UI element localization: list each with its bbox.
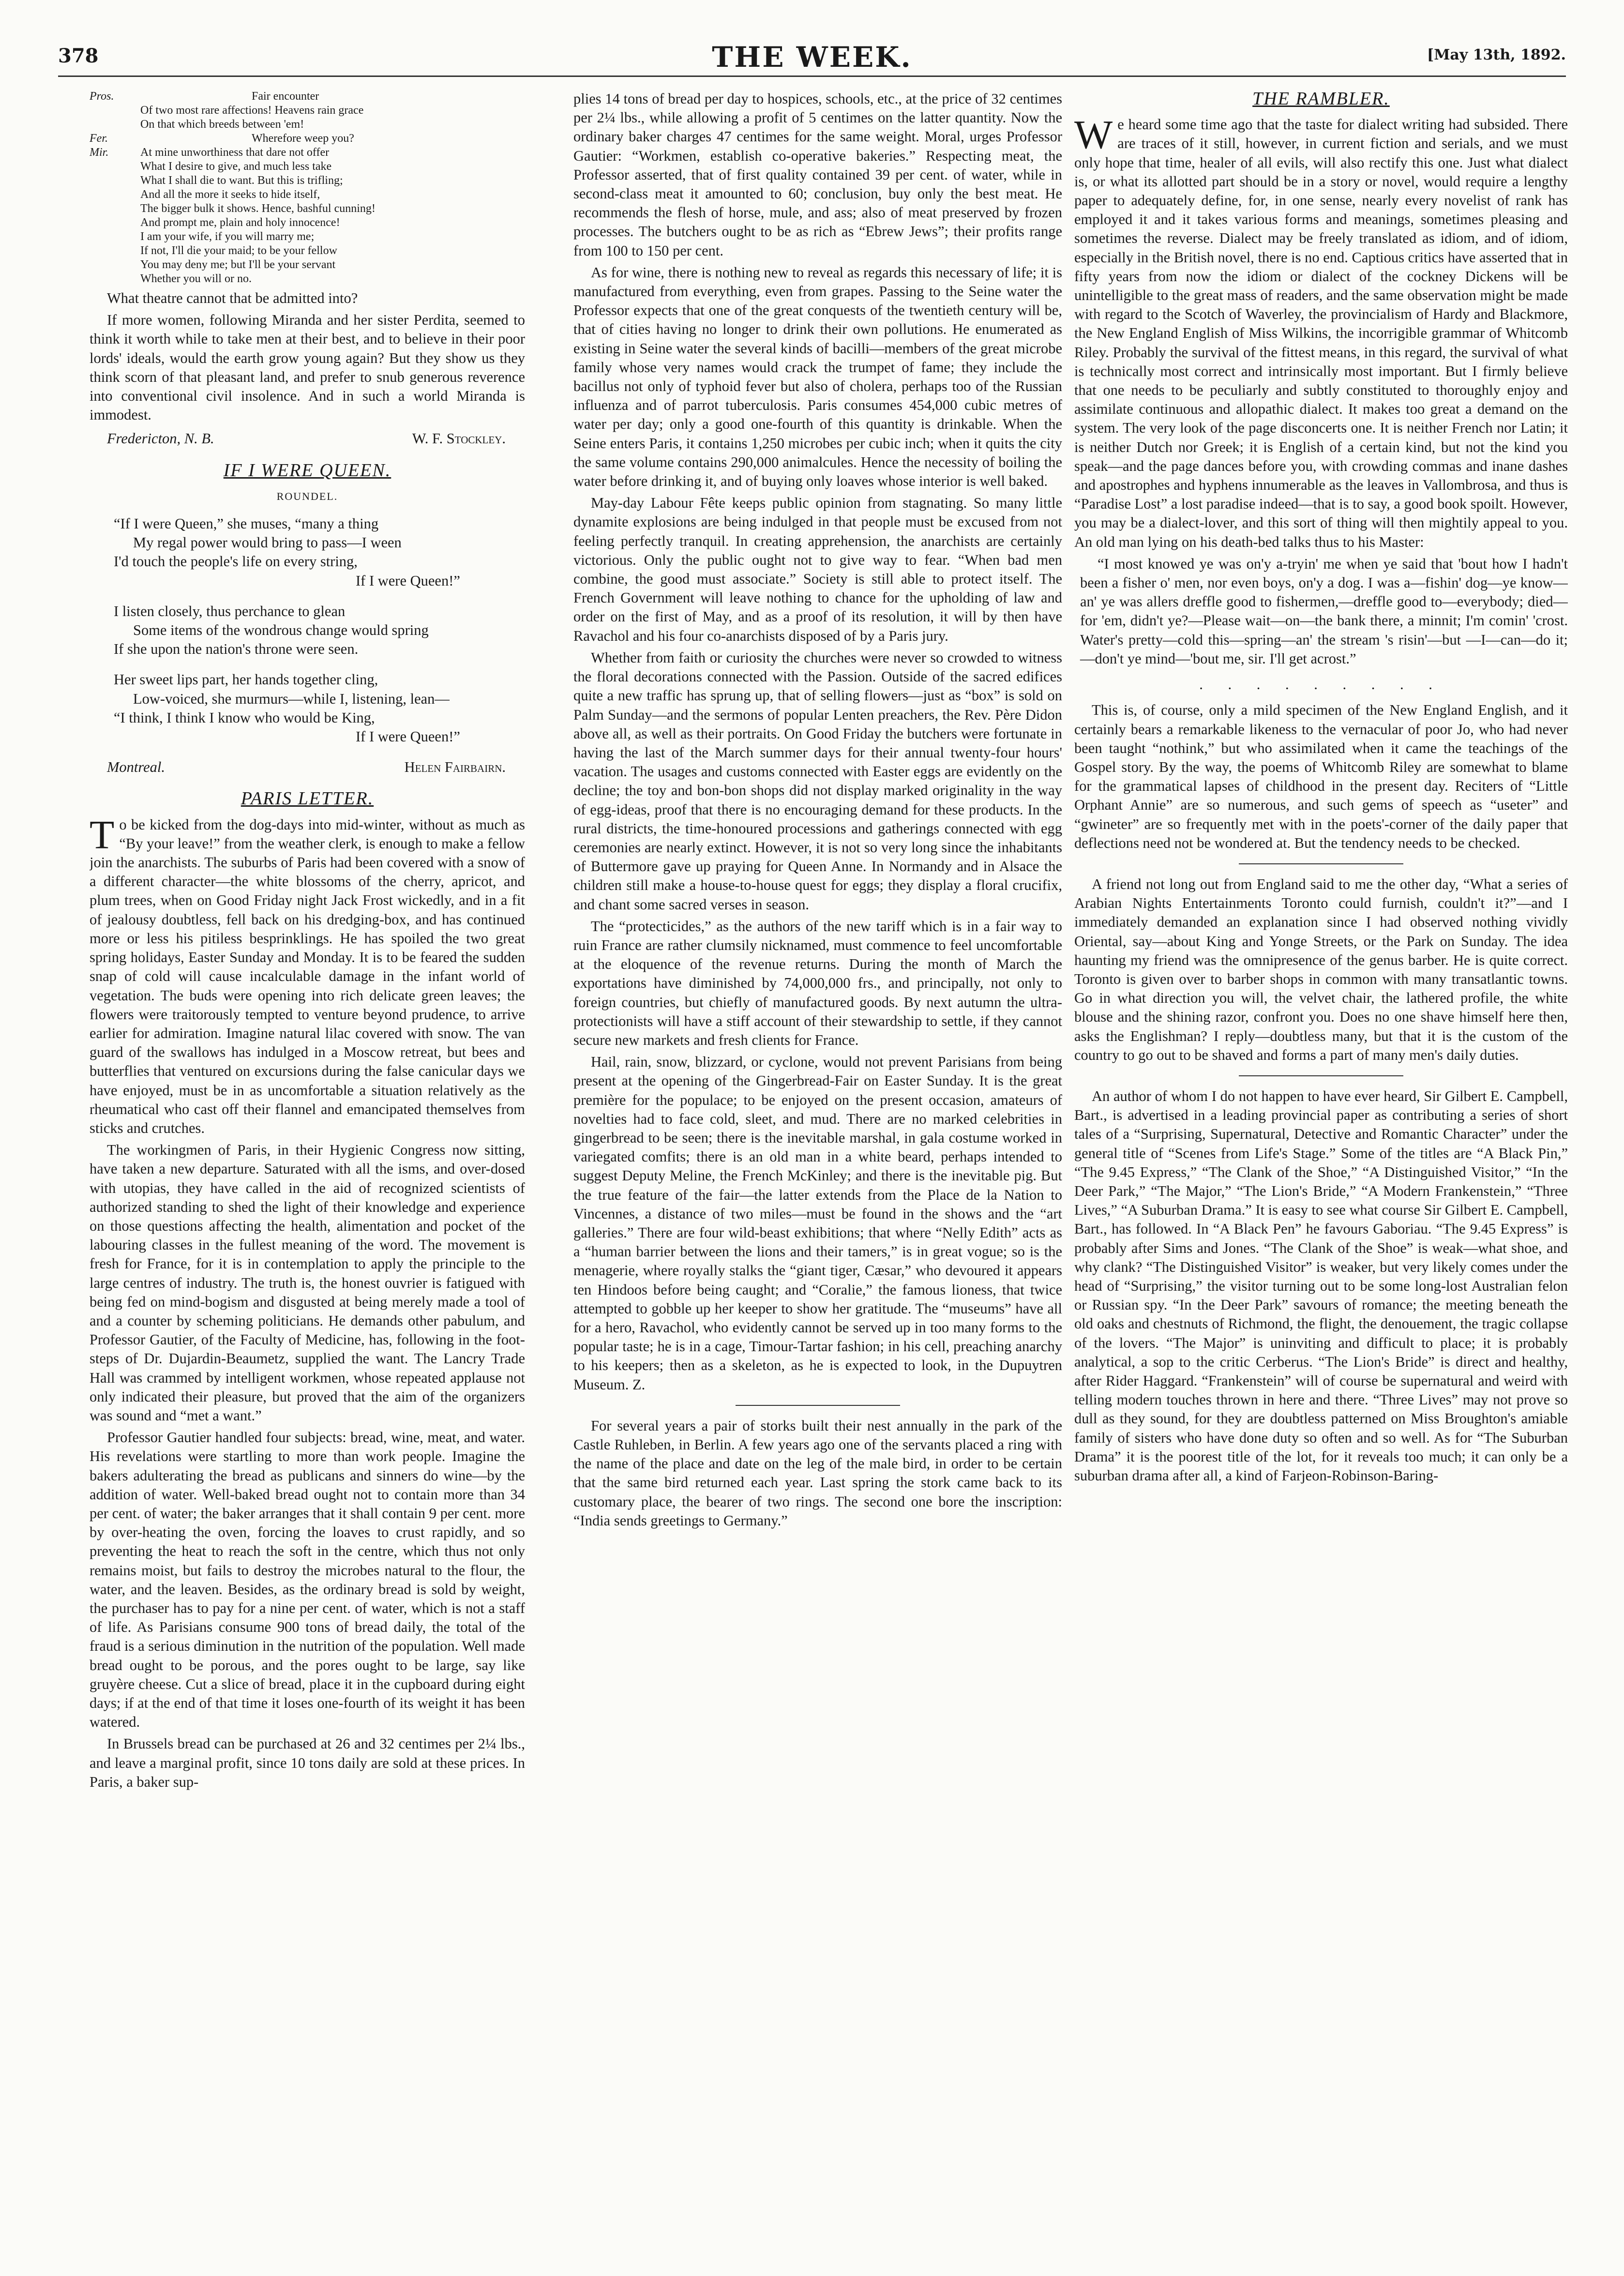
section-divider: [736, 1405, 900, 1406]
speaker-name: [90, 118, 135, 132]
issue-date: [May 13th, 1892.: [1427, 46, 1566, 63]
play-line: [90, 146, 525, 160]
poem-line: “If I were Queen,” she muses, “many a thing: [114, 515, 379, 532]
poem: [114, 514, 525, 746]
section-divider: [1239, 1075, 1403, 1076]
paragraph: May-day Labour Fête keeps public opinion from stagnating. So many little dynamite explosions are being indulged in that people must be excused from not feeling perfectly tranquil. In creating apprehension, the anarchists are certainly victorious. Only the public ought not to give way to fear. “When bad men combine, the good must associate.” Society is still able to protect itself. The French Government will leave nothing to chance for the upholding of law and order on the first of May, and as a proof of its resolution, it will by then have Ravachol and his four co-anarchists disposed of by a Paris jury.: [573, 495, 1062, 644]
signature-place: Fredericton, N. B.: [107, 430, 214, 447]
signature: [90, 758, 506, 777]
paragraph: In Brussels bread can be purchased at 26 and 32 centimes per 2¼ lbs., and leave a marginal profit, since 10 tons daily are sold at these prices. In Paris, a baker sup-: [90, 1735, 525, 1790]
paragraph: Whether from faith or curiosity the churches were never so crowded to witness the floral decorations connected with the Passion. Outside of the sacred edifices quite a new traffic has sprung up, that of selling flowers—just as “box” is sold on Palm Sunday—and the sermons of popular Lenten preachers, the Rev. Père Didon above all, as well as their portraits. On Good Friday the butchers were fortunate in having the last of the March summer days for their annual twenty-four hours' vacation. The usages and customs connected with Easter eggs are evidently on the decline; the toy and bon-bon shops did not display marked originality in the way of egg-ideas, proof that there is no encouraging demand for these products. In the rural districts, the time-honoured processions and gatherings connected with egg ceremonies are nearly extinct. However, it is not so very long since the inhabitants of Buttermore gave up praying for Queen Anne. In Normandy and in Alsace the children still make a house-to-house quest for eggs; they display a floral crucifix, and chant some sacred verses in season.: [573, 649, 1062, 913]
poem-line: I'd touch the people's life on every string,: [114, 553, 358, 570]
play-line: [90, 132, 525, 146]
paragraph: This is, of course, only a mild specimen of the New England English, and it certainly bears a remarkable likeness to the vernacular of poor Jo, who had never been taught “nothink,” but who assimilated when it came the teachings of the Gospel story. By the way, the poems of Whitcomb Riley are somewhat to blame for the grammatical lapses of childhood in the present day. Reciters of “Little Orphant Annie” are so numerous, and such gems of speech as “useter” and “gwineter” are so frequently met with in the poets'-corner of the daily paper that deflections need not be wondered at. But the tendency needs to be checked.: [1074, 702, 1568, 851]
play-line: [90, 216, 525, 230]
verse-line: If not, I'll die your maid; to be your fellow: [140, 244, 337, 257]
poem-line: I listen closely, thus perchance to glean: [114, 603, 346, 619]
play-line: [90, 244, 525, 258]
verse-line: At mine unworthiness that dare not offer: [140, 146, 330, 159]
poem-line: My regal power would bring to pass—I ween: [133, 534, 402, 551]
play-excerpt: [90, 90, 525, 286]
section-title: THE RAMBLER.: [1252, 90, 1390, 109]
poem-line: If I were Queen!”: [356, 572, 460, 589]
ellipsis-divider: . . . . . . . . .: [1199, 676, 1443, 693]
poem-line: Low-voiced, she murmurs—while I, listening, lean—: [133, 690, 450, 707]
verse-line: Fair encounter: [252, 90, 319, 103]
signature-name: W. F. Stockley.: [412, 430, 506, 447]
signature-place: Montreal.: [107, 759, 165, 776]
play-line: [90, 188, 525, 202]
verse-line: The bigger bulk it shows. Hence, bashful cunning!: [140, 202, 376, 215]
verse-line: Wherefore weep you?: [252, 132, 354, 145]
speaker-name: [90, 160, 135, 174]
paragraph: Hail, rain, snow, blizzard, or cyclone, would not prevent Parisians from being present at the opening of the Gingerbread-Fair on Easter Sunday. It is the great première for the populace; to be enjoyed on the present occasion, amateurs of novelties had to face cold, sleet, and mud. There are no marked celebrities in gingerbread to be seen; there is the inevitable marshal, in gala costume worked in variegated comfits; there is an old man in a white beard, perhaps intended to suggest Deputy Meline, the French McKinley; and there is the inevitable pig. But the true feature of the fair—the latter extends from the Place de la Nation to Vincennes, a distance of two miles—must be found in the shows and the “art galleries.” There are four wild-beast exhibitions; that where “Nelly Edith” acts as a “human barrier between the lions and their tamers,” is in great vogue; so is the menagerie, where royally stalks the “giant tiger, Cæsar,” who devoured it appears ten Hindoos before being caught; and “Coralie,” the famous lioness, that twice attempted to gobble up her keeper to show her gratitude. The “museums” have all for a hero, Ravachol, who evidently cannot be served up in too many forms to the popular taste; he is in a cage, Timour-Tartar fashion; in his cell, preaching anarchy to his keepers; then as a skeleton, as he is expected to look, in the Dupuytren Museum. Z.: [573, 1054, 1062, 1393]
play-line: [90, 90, 525, 104]
speaker-name: Fer.: [90, 132, 108, 145]
page-number: 378: [58, 45, 99, 67]
paragraph: Professor Gautier handled four subjects: bread, wine, meat, and water. His revelations were startling to more than work people. Imagine the bakers adulterating the bread as publicans and sinners do wine—by the addition of water. Well-baked bread ought not to contain more than 34 per cent. of water; the baker arranges that it shall contain 9 per cent. more by over-heating the oven, forcing the loaves to crust rapidly, and so preventing the heat to reach the soft in the centre, which thus not only remains moist, but fails to destroy the microbes natural to the flour, the water, and the leaven. Besides, as the ordinary bread is sold by weight, the purchaser has to pay for a nine per cent. of water, which is not a staff of life. As Parisians consume 900 tons of bread daily, the total of the fraud is a serious diminution in the nutrition of the population. Well made bread ought to be porous, and the pores ought to be large, say like gruyère cheese. Cut a slice of bread, place it in the cupboard during eight days; if at the end of that time it loses one-fourth of its weight it has been watered.: [90, 1429, 525, 1731]
speaker-name: [90, 272, 135, 286]
speaker-name: [90, 104, 135, 118]
column-right: [1074, 90, 1568, 2247]
poem-line: Some items of the wondrous change would spring: [133, 622, 429, 639]
poem-line: “I think, I think I know who would be King,: [114, 709, 375, 726]
paragraph: An author of whom I do not happen to have ever heard, Sir Gilbert E. Campbell, Bart., is advertised in a leading provincial paper as contributing a series of short tales of a “Surprising, Supernatural, Detective and Romantic Character” under the general title of “Scenes from Life's Stage.” Some of the titles are “A Black Pin,” “The 9.45 Express,” “The Clank of the Shoe,” “A Distinguished Visitor,” “In the Deer Park,” “The Major,” “The Lion's Bride,” “A Modern Frankenstein,” “Three Lives,” “A Suburban Drama.” It is easy to see what course Sir Gilbert E. Campbell, Bart., has followed. In “A Black Pen” he favours Gaboriau. “The 9.45 Express” is probably after Sims and Jones. “The Clank of the Shoe” is weak—what shoe, and why clank? “The Distinguished Visitor” is weaker, but very likely comes under the head of “Surprising,” the visitor turning out to be some long-lost Australian felon or Russian spy. “In the Deer Park” savours of romance; the meeting beneath the old oaks and chestnuts of Richmond, the flight, the denouement, the tragic collapse of the lovers. “The Major” is uninviting and difficult to place; it is probably analytical, a sop to the critic Cerberus. “The Lion's Bride” is direct and healthy, after Rider Haggard. “Frankenstein” will of course be supernatural and weird with telling modern touches thrown in here and there. “Three Lives” may not prove so dull as they sound, for they are doubtless patterned on Miss Broughton's amiable family of sisters who have done duty so often and so well. As for “The Suburban Drama” it is the poorest title of the lot, for it reveals too much; it can only be a suburban drama after all, a kind of Farjeon-Robinson-Baring-: [1074, 1087, 1568, 1484]
play-line: [90, 230, 525, 244]
paragraph: We heard some time ago that the taste for dialect writing had subsided. There are traces of it still, however, in current fiction and serials, and we must only hope that time, healer of all evils, will also rectify this one. Just what dialect is, or what its allotted part should be in a story or novel, would require a lengthy paper to adequately define, for, in one sense, nearly every novelist of rank has employed it and it takes various forms and meanings, sometimes pleasing and sometimes the reverse. Dialect may be freely translated as idiom, and of idiom, especially in the British novel, there is no end. Captious critics have asserted that in fifty years from now the idiom or dialect of the cockney Dickens will be unintelligible to the great mass of readers, and the same observation might be made with regard to the Scotch of Waverley, the provincialism of Hardy and Blackmore, the New England English of Miss Wilkins, the incorrigible grammar of Whitcomb Riley. Probably the survival of the fittest means, in this regard, the survival of what is technically most correct and intrinsically most important. But I firmly believe that one needs to be peculiarly and subtly constituted to thoroughly enjoy and assimilate continuous and allopathic dialect. It makes too great a demand on the system. The very look of the page disconcerts one. It is neither French nor Latin; it is neither Dutch nor Greek; it is English of a certain kind, but not the kind you speak—and the page dances before you, with crowding commas and inane dashes and apostrophes and hyphens innumerable as the leaves in Vallombrosa, and thus is “Paradise Lost” a lost paradise indeed—that is to say, a good book spoilt. However, you may be a dialect-lover, and this sort of thing will then mightily appeal to you. An old man lying on his death-bed talks thus to his Master:: [1074, 112, 1568, 550]
section-title: PARIS LETTER.: [241, 788, 374, 809]
play-line: [90, 174, 525, 188]
verse-line: And prompt me, plain and holy innocence!: [140, 216, 340, 229]
speaker-name: [90, 258, 135, 272]
poem-stanza: [114, 514, 525, 590]
section-divider: [1239, 863, 1403, 864]
speaker-name: [90, 174, 135, 188]
speaker-name: [90, 244, 135, 258]
paragraph: plies 14 tons of bread per day to hospices, schools, etc., at the price of 32 centimes per 2¼ lbs., while allowing a profit of 5 centimes on the latter quantity. Now the ordinary baker charges 47 centimes for the same weight. Moral, urges Professor Gautier: “Workmen, establish co-operative bakeries.” Respecting meat, the Professor asserted, that of first quality contained 39 per cent. of water, while in second-class meat it amounted to 60; conclusion, buy only the best meat. He recommends the flesh of horse, mule, and ass; also of meat preserved by frozen processes. The butchers ought to be as rich as “Ebrew Jews”; their profits range from 100 to 150 per cent.: [573, 90, 1062, 259]
header-rule: [58, 75, 1566, 77]
poem-subtitle: ROUNDEL.: [276, 490, 338, 502]
page-header: [58, 41, 1566, 78]
play-line: [90, 272, 525, 286]
poem-stanza: [114, 670, 525, 746]
dialect-quote: “I most knowed ye was on'y a-tryin' me when ye said that 'bout how I hadn't been a fisher o' men, nor even boys, on'y a dog. I was a—fishin' dog—ye know—an' ye was allers dreffle good to fishermen,—dreffle good to—everybody; died—for 'em, didn't ye?—Please wait—on—the bank there, a minnit; I'm comin' 'crost. Water's pretty—cold this—spring—an' the stream 's risin'—but —I—can—do it; —don't ye mind—'bout me, sir. I'll get acrost.”: [1080, 555, 1568, 667]
poem-stanza: [114, 602, 525, 659]
column-middle: [573, 90, 1062, 2247]
play-line: [90, 258, 525, 272]
column-left: [90, 90, 525, 2247]
poem-title: IF I WERE QUEEN.: [223, 460, 391, 481]
speaker-name: [90, 216, 135, 230]
verse-line: On that which breeds between 'em!: [140, 118, 304, 131]
play-line: [90, 118, 525, 132]
play-line: [90, 104, 525, 118]
paragraph: For several years a pair of storks built their nest annually in the park of the Castle Ruhleben, in Berlin. A few years ago one of the servants placed a ring with the name of the place and date on the leg of the male bird, in order to be certain that the same bird returned each year. Last spring the stork came back to its customary place, the bearer of two rings. The second one bore the inscription: “India sends greetings to Germany.”: [573, 1417, 1062, 1529]
masthead-title: THE WEEK.: [712, 41, 912, 74]
verse-line: Whether you will or no.: [140, 272, 252, 285]
paragraph: A friend not long out from England said to me the other day, “What a series of Arabian Nights Entertainments Toronto could furnish, couldn't it?”—and I immediately demanded an explanation since I had observed nothing vividly Oriental, say—about King and Yonge Streets, or the Park on Sunday. The idea haunting my friend was the omnipresence of the genus barber. He is quite correct. Toronto is given over to barber shops in common with many transatlantic towns. Go in what direction you will, the velvet chair, the lathered profile, the white blouse and the shining razor, confront you. Does no one shave himself here then, asks the Englishman? I reply—doubtless many, but that it is the custom of the country to go out to be shaved and forms a part of many men's daily duties.: [1074, 875, 1568, 1063]
paragraph: As for wine, there is nothing new to reveal as regards this necessary of life; it is manufactured from everything, even from grapes. Passing to the Seine water the Professor expects that one of the great conquests of the twentieth century will be, that of cities having no longer to drink their own pollutions. He enumerated as existing in Seine water the several kinds of bacilli—members of the great microbe family whose very names would crack the trumpet of fame; they include the bacillus not only of typhoid fever but also of cholera, perhaps too of the Russian influenza and of parrot tuberculosis. Paris consumes 454,000 cubic metres of water per day; only a good one-fourth of this quantity is drinkable. When the Seine enters Paris, it contains 1,250 microbes per cubic inch; when it quits the city the same volume contains 290,000 animalcules. Hence the necessity of boiling the water before drinking it, and of buying only loaves whose interior is well baked.: [573, 264, 1062, 490]
verse-line: You may deny me; but I'll be your servant: [140, 258, 336, 271]
speaker-name: [90, 188, 135, 202]
speaker-name: Pros.: [90, 90, 114, 103]
poem-line: Her sweet lips part, her hands together cling,: [114, 671, 378, 688]
paragraph: What theatre cannot that be admitted into?: [107, 290, 358, 306]
verse-line: I am your wife, if you will marry me;: [140, 230, 315, 243]
paragraph: The workingmen of Paris, in their Hygienic Congress now sitting, have taken a new departure. Saturated with all the isms, and over-dosed with utopias, they have called in the aid of recognized scientists of authorized standing to shed the light of their knowledge and experience on those questions affecting the health, alimentation and pocket of the labouring classes in the fullest meaning of the word. The movement is fresh for France, for it is in contemplation to apply the principle to the large centres of industry. The truth is, the honest ouvrier is fatigued with being fed on mind-bogism and disgusted at being merely made a tool of and a counter by scheming politicians. He demands other pabulum, and Professor Gautier, of the Faculty of Medicine, has, following in the foot-steps of Dr. Dujardin-Beaumetz, supplied the want. The Lancry Trade Hall was crammed by intelligent workmen, whose repeated applause not only indicated their pleasure, but proved that the aim of the organizers was sound and “met a want.”: [90, 1142, 525, 1424]
paragraph: The “protecticides,” as the authors of the new tariff which is in a fair way to ruin France are rather clumsily nicknamed, must commence to feel uncomfortable at the eloquence of the revenue returns. During the month of March the exportations have diminished by 74,000,000 frs., and principally, not only to foreign countries, but chiefly of manufactured goods. By next autumn the ultra-protectionists will have a stiff account of their stewardship to settle, if they cannot secure new markets and fresh clients for France.: [573, 918, 1062, 1048]
signature-name: Helen Fairbairn.: [404, 759, 506, 776]
poem-line: If she upon the nation's throne were seen.: [114, 641, 359, 658]
paragraph: If more women, following Miranda and her sister Perdita, seemed to think it worth while to take men at their best, and to believe in their poor lords' ideals, would the earth grow young again? But they show us they think scorn of that pleasant land, and prefer to snub generous reverence into conventional civil insolence. And in such a world Miranda is immodest.: [90, 312, 525, 423]
play-line: [90, 202, 525, 216]
play-line: [90, 160, 525, 174]
verse-line: Of two most rare affections! Heavens rain grace: [140, 104, 364, 117]
verse-line: What I desire to give, and much less take: [140, 160, 332, 173]
speaker-name: [90, 230, 135, 244]
paragraph: To be kicked from the dog-days into mid-winter, without as much as “By your leave!” from the weather clerk, is enough to make a fellow join the anarchists. The suburbs of Paris had been covered with a snow of a different character—the white blossoms of the cherry, apricot, and plum trees, when on Good Friday night Jack Frost wickedly, and in a fit of jealousy doubtless, fell back on his dredging-box, and has continued more or less his pitiless besprinklings. He has spoiled the two great spring holidays, Easter Sunday and Monday. It is to be feared the sudden snap of cold will cause incalculable damage in the infant world of vegetation. The buds were opening into rich delicate green leaves; the flowers were traitorously tempted to venture beyond prudence, to arrive earlier for admiration. Imagine natural lilac covered with snow. The van guard of the swallows has indulged in a Moscow retreat, but bees and butterflies that ventured on excursions during the false canicular days we have enjoyed, must be in as uncomfortable a situation relatively as the rheumatical who cast off their flannel and emancipated themselves from sticks and crutches.: [90, 812, 525, 1136]
verse-line: And all the more it seeks to hide itself,: [140, 188, 320, 201]
verse-line: What I shall die to want. But this is trifling;: [140, 174, 343, 187]
poem-line: If I were Queen!”: [356, 728, 460, 745]
speaker-name: Mir.: [90, 146, 109, 159]
speaker-name: [90, 202, 135, 216]
signature: [90, 429, 506, 448]
